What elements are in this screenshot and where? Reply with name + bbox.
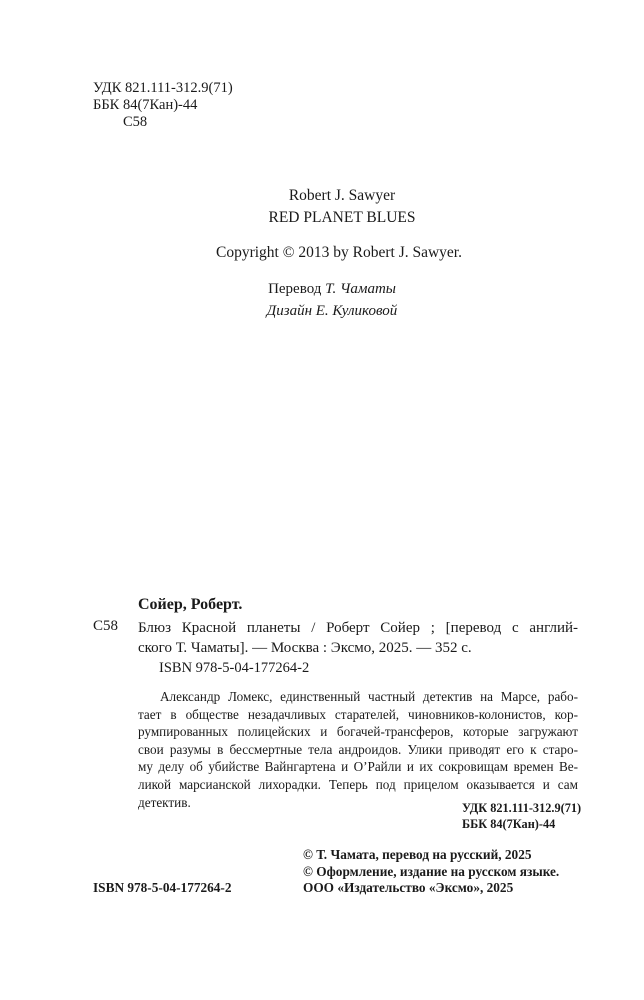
rights-line: ООО «Издательство «Эксмо», 2025 [303, 880, 514, 895]
catalog-description-line: Блюз Красной планеты / Роберт Сойер ; [перевод с англий- [138, 620, 578, 636]
catalog-classification [462, 800, 581, 832]
translation-label: Перевод [268, 281, 322, 297]
rights-line: © Т. Чамата, перевод на русский, 2025 [303, 847, 532, 862]
original-author: Robert J. Sawyer [288, 187, 396, 204]
annotation-line: му делу об убийстве Вайнгартена и О’Райли и их сокровищам времен Ве- [138, 759, 578, 775]
author-mark: С58 [123, 114, 148, 130]
copyright-line: Copyright © 2013 by Robert J. Sawyer. [216, 244, 462, 261]
annotation [138, 688, 578, 811]
catalog-isbn: ISBN 978-5-04-177264-2 [159, 660, 310, 676]
designer-name: Е. Куликовой [315, 303, 398, 319]
annotation-line: Александр Ломекс, единственный частный детектив на Марсе, рабо- [160, 689, 578, 704]
catalog-description-line: ского Т. Чаматы]. — Москва : Эксмо, 2025. — 352 с. [138, 640, 472, 656]
design-credit [10, 300, 644, 322]
bbk-code: ББК 84(7Кан)-44 [93, 97, 198, 113]
udk-code: УДК 821.111-312.9(71) [93, 80, 233, 96]
rights-block [303, 847, 559, 897]
classification-block [93, 80, 233, 131]
design-label: Дизайн [266, 303, 313, 319]
catalog-description [138, 618, 578, 658]
annotation-line: детектив. [138, 794, 191, 810]
translator-name: Т. Чаматы [325, 281, 396, 297]
annotation-line: свои разумы в бессмертные тела андроидов. Улики приводят его к старо- [138, 741, 578, 757]
credits-block [10, 278, 644, 322]
catalog-mark: С58 [93, 618, 119, 634]
catalog-heading: Сойер, Роберт. [138, 596, 243, 613]
footer-isbn: ISBN 978-5-04-177264-2 [93, 880, 232, 895]
translation-credit [10, 278, 644, 300]
original-edition-block [20, 185, 644, 229]
annotation-line: ликой марсианской лихорадки. Теперь под прицелом оказывается и сам [138, 776, 578, 792]
rights-line: © Оформление, издание на русском языке. [303, 863, 560, 879]
original-title: RED PLANET BLUES [268, 209, 416, 226]
catalog-bbk: ББК 84(7Кан)-44 [462, 817, 556, 831]
annotation-line: тает в обществе незадачливых старателей, чиновников-колонистов, кор- [138, 706, 578, 722]
annotation-line: румпированных полицейских и богачей-трансферов, которые загружают [138, 724, 578, 740]
catalog-udk: УДК 821.111-312.9(71) [462, 801, 582, 815]
